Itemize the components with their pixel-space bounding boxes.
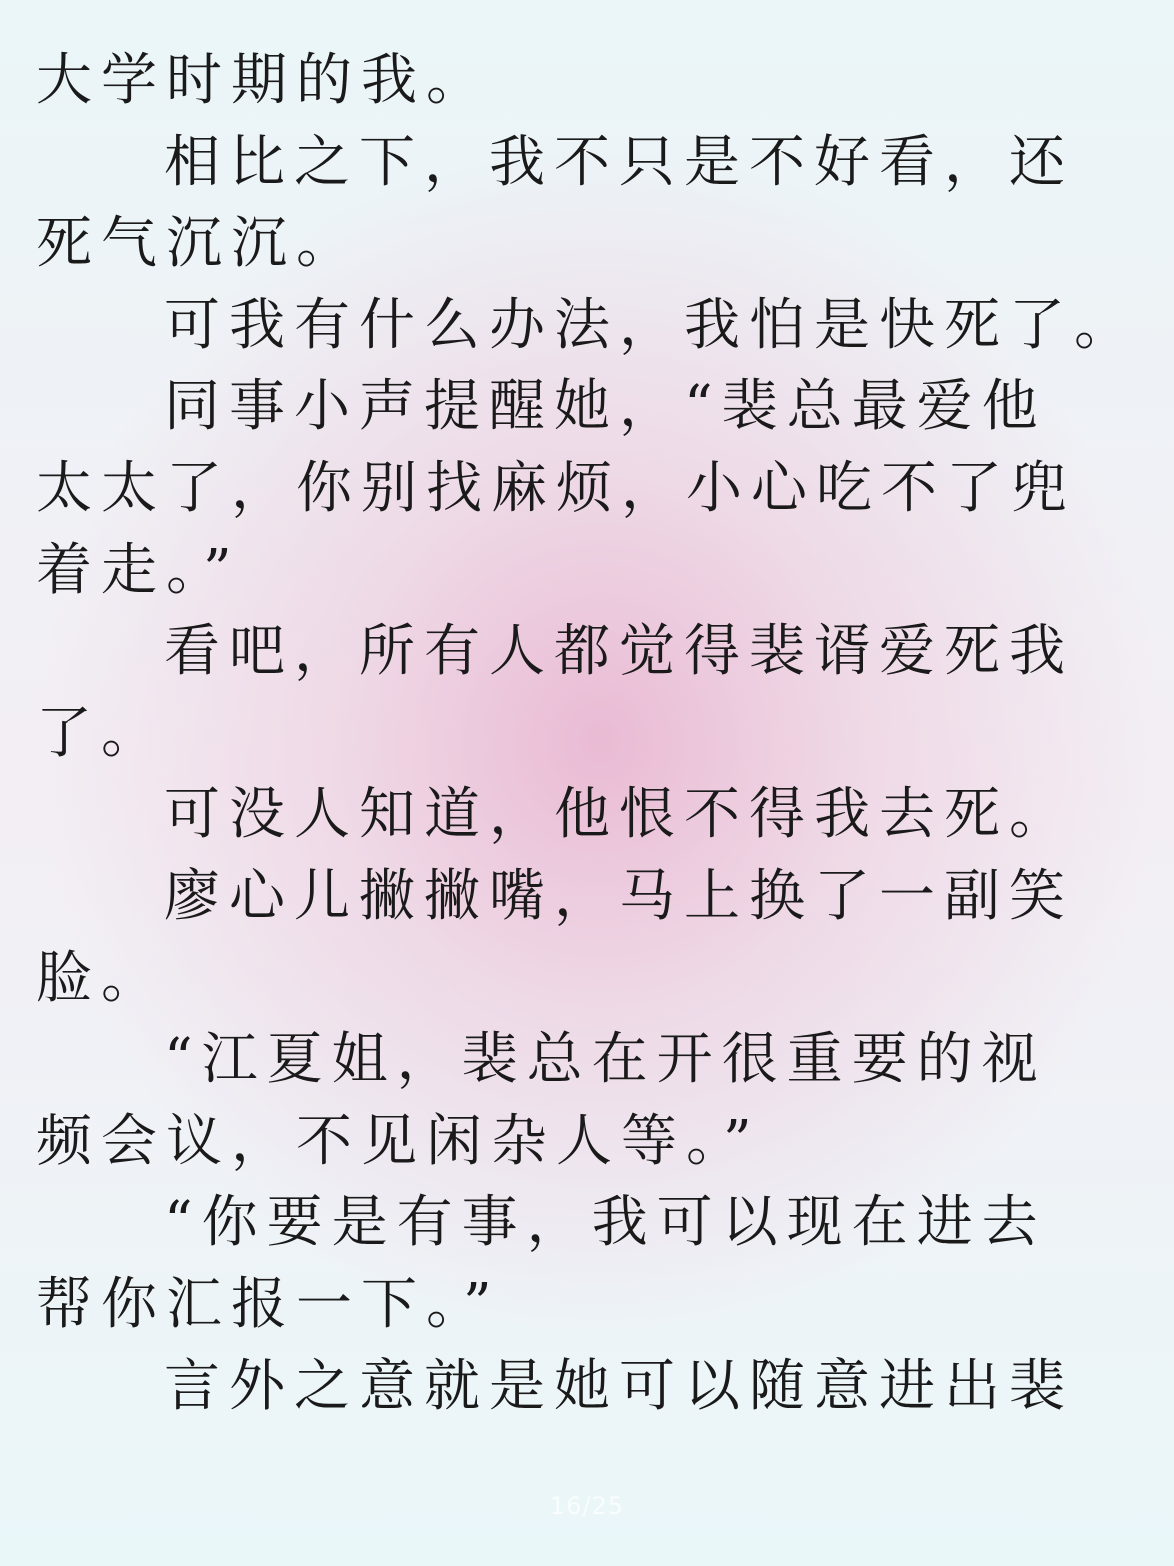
page-number: 16/25: [549, 1492, 625, 1520]
text-line-7: 着走。”: [36, 537, 241, 603]
text-line-1: 大学时期的我。: [36, 48, 491, 113]
text-line-11: 廖心儿撇撇嘴，马上换了一副笑: [164, 863, 1074, 929]
text-line-8: 看吧，所有人都觉得裴谞爱死我: [164, 619, 1074, 685]
text-line-5: 同事小声提醒她，“裴总最爱他: [164, 374, 1047, 440]
text-line-4: 可我有什么办法，我怕是快死了。: [164, 292, 1139, 358]
text-line-14: 频会议，不见闲杂人等。”: [36, 1108, 761, 1174]
text-line-10: 可没人知道，他恨不得我去死。: [164, 782, 1074, 848]
text-line-16: 帮你汇报一下。”: [36, 1271, 501, 1337]
text-line-17: 言外之意就是她可以随意进出裴: [164, 1353, 1074, 1419]
text-line-3: 死气沉沉。: [36, 211, 361, 277]
text-line-12: 脸。: [36, 945, 166, 1011]
text-line-9: 了。: [36, 700, 166, 766]
text-line-13: “江夏姐，裴总在开很重要的视: [164, 1027, 1047, 1093]
text-line-15: “你要是有事，我可以现在进去: [164, 1190, 1047, 1256]
text-line-2: 相比之下，我不只是不好看，还: [164, 129, 1074, 195]
document-body: [36, 40, 1139, 1427]
text-line-6: 太太了，你别找麻烦，小心吃不了兜: [36, 455, 1076, 521]
